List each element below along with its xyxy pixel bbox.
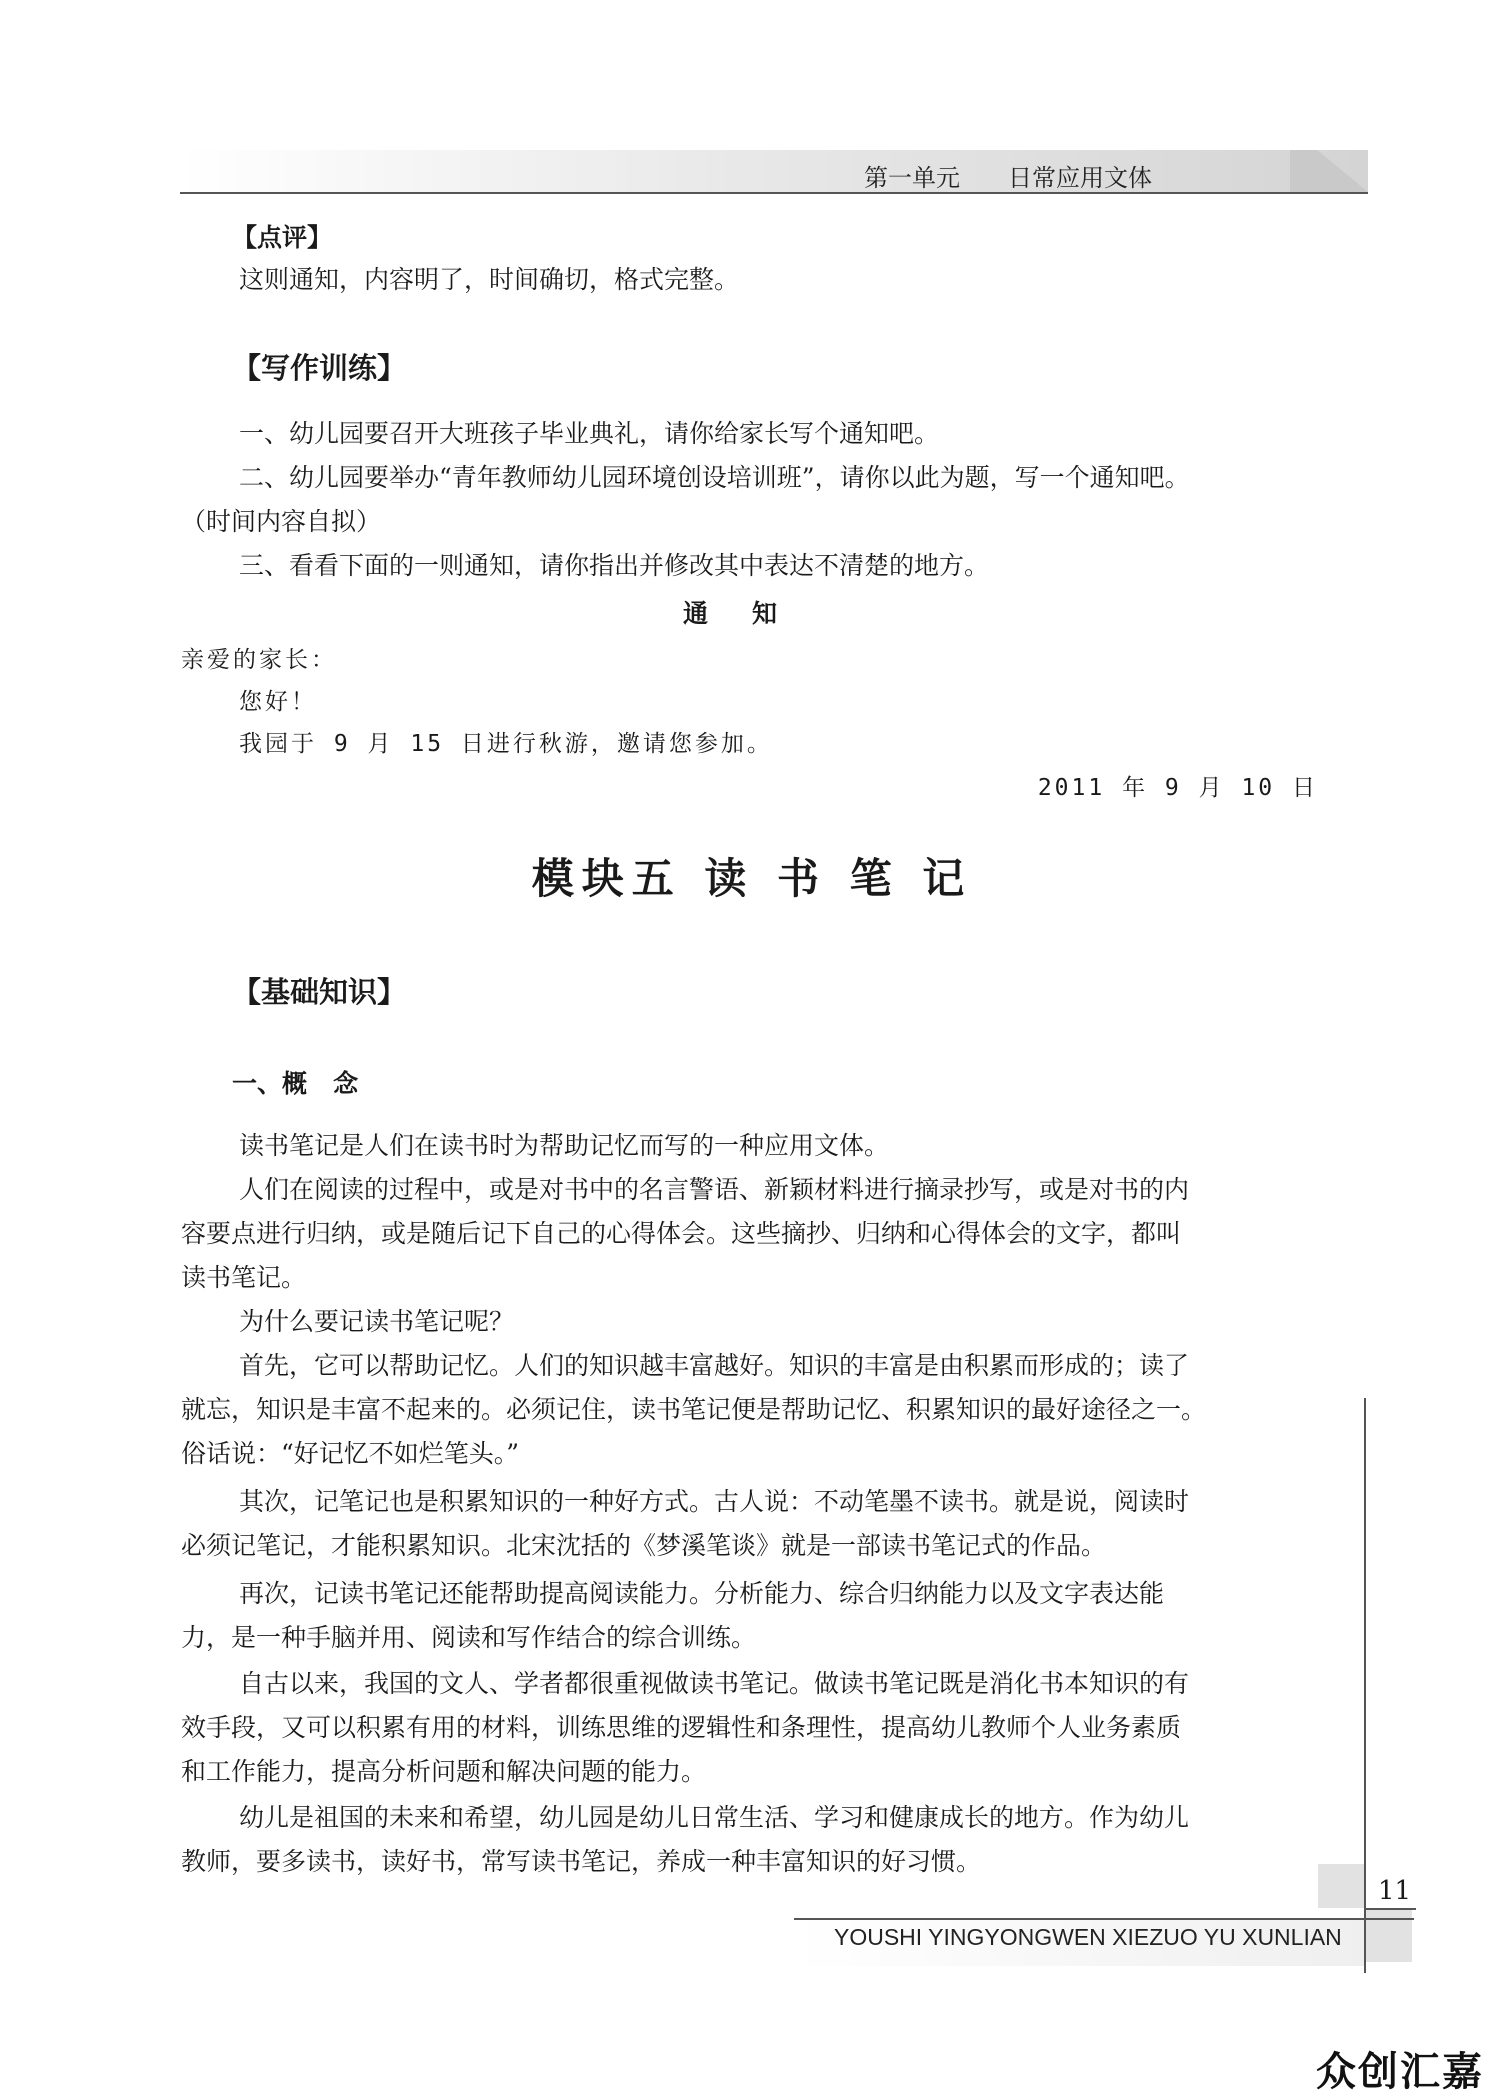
body-line: 必须记笔记，才能积累知识。北宋沈括的《梦溪笔谈》就是一部读书笔记式的作品。 [181, 1531, 1107, 1560]
body-line: 和工作能力，提高分析问题和解决问题的能力。 [181, 1757, 707, 1786]
footer-gray-box [1318, 1864, 1364, 1908]
body-line: 自古以来，我国的文人、学者都很重视做读书笔记。做读书笔记既是消化书本知识的有 [239, 1669, 1190, 1698]
body-line: 首先，它可以帮助记忆。人们的知识越丰富越好。知识的丰富是由积累而形成的；读了 [239, 1351, 1190, 1380]
training-item-1: 一、幼儿园要召开大班孩子毕业典礼，请你给家长写个通知吧。 [239, 419, 940, 448]
series-title: YOUSHI YINGYONGWEN XIEZUO YU XUNLIAN [834, 1924, 1342, 1950]
body-line: 其次，记笔记也是积累知识的一种好方式。古人说：不动笔墨不读书。就是说，阅读时 [239, 1487, 1190, 1516]
body-line: 就忘，知识是丰富不起来的。必须记住，读书笔记便是帮助记忆、积累知识的最好途径之一。 [181, 1395, 1207, 1424]
header-unit: 第一单元 [864, 164, 960, 192]
training-item-3: 三、看看下面的一则通知，请你指出并修改其中表达不清楚的地方。 [239, 551, 990, 580]
concept-heading: 一、概 念 [232, 1069, 359, 1098]
notice-salutation: 亲爱的家长： [181, 647, 337, 673]
body-line: 俗话说：“好记忆不如烂笔头。” [181, 1439, 520, 1468]
footer-vertical-rule [1364, 1398, 1366, 1973]
notice-body: 我园于 9 月 15 日进行秋游，邀请您参加。 [239, 731, 773, 757]
training-item-2-note: （时间内容自拟） [181, 507, 382, 536]
module-title: 模块五 读 书 笔 记 [531, 854, 973, 903]
notice-title: 通知 [682, 599, 821, 628]
body-line: 人们在阅读的过程中，或是对书中的名言警语、新颖材料进行摘录抄写，或是对书的内 [239, 1175, 1190, 1204]
body-line: 为什么要记读书笔记呢？ [239, 1307, 515, 1336]
notice-date: 2011 年 9 月 10 日 [1037, 775, 1318, 801]
review-text: 这则通知，内容明了，时间确切，格式完整。 [239, 265, 740, 294]
header-band [180, 150, 1368, 192]
basic-knowledge-heading: 【基础知识】 [232, 975, 407, 1009]
body-line: 力，是一种手脑并用、阅读和写作结合的综合训练。 [181, 1623, 757, 1652]
training-heading: 【写作训练】 [232, 351, 407, 385]
review-heading: 【点评】 [232, 223, 333, 252]
page-number: 11 [1378, 1876, 1412, 1906]
body-line: 读书笔记。 [181, 1263, 307, 1292]
body-line: 容要点进行归纳，或是随后记下自己的心得体会。这些摘抄、归纳和心得体会的文字，都叫 [181, 1219, 1182, 1248]
body-line: 教师，要多读书，读好书，常写读书笔记，养成一种丰富知识的好习惯。 [181, 1847, 982, 1876]
footer-rule [1364, 1908, 1416, 1910]
footer-rule [794, 1918, 1414, 1920]
running-header [864, 158, 1152, 193]
body-line: 读书笔记是人们在读书时为帮助记忆而写的一种应用文体。 [239, 1131, 890, 1160]
body-line: 幼儿是祖国的未来和希望，幼儿园是幼儿日常生活、学习和健康成长的地方。作为幼儿 [239, 1803, 1190, 1832]
body-line: 效手段，又可以积累有用的材料，训练思维的逻辑性和条理性，提高幼儿教师个人业务素质 [181, 1713, 1182, 1742]
training-item-2: 二、幼儿园要举办“青年教师幼儿园环境创设培训班”，请你以此为题，写一个通知吧。 [239, 463, 1190, 492]
notice-greeting: 您好！ [239, 689, 317, 715]
body-line: 再次，记读书笔记还能帮助提高阅读能力。分析能力、综合归纳能力以及文字表达能 [239, 1579, 1165, 1608]
header-rule [180, 192, 1368, 194]
header-title: 日常应用文体 [1008, 164, 1152, 192]
watermark: 众创汇嘉 [1316, 2049, 1484, 2095]
